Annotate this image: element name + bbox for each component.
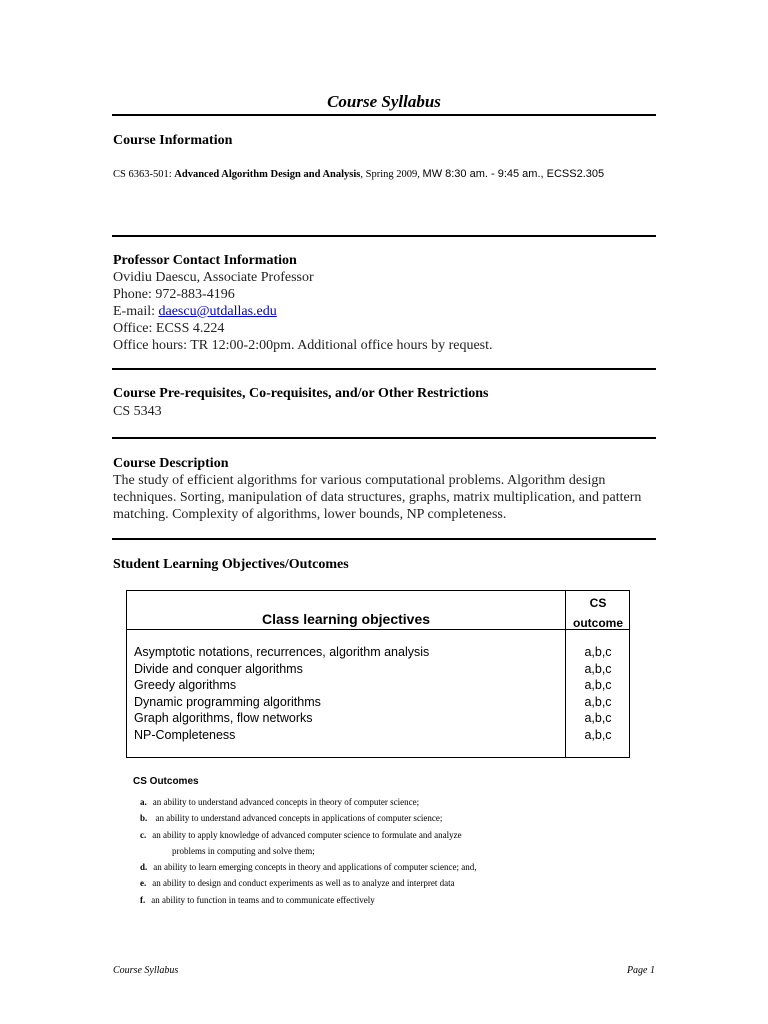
outcome-cell: a,b,c	[584, 645, 612, 659]
outcome-text: an ability to understand advanced concepts in theory of computer science;	[152, 797, 420, 807]
objective-cell: Asymptotic notations, recurrences, algorithm analysis	[134, 645, 430, 659]
objectives-table	[126, 590, 630, 758]
contact-block	[113, 269, 653, 354]
course-schedule: MW 8:30 am. - 9:45 am., ECSS2.305	[422, 168, 605, 180]
table-row	[134, 645, 630, 662]
divider	[112, 235, 656, 237]
outcome-text: an ability to learn emerging concepts in theory and applications of computer science; and,	[153, 862, 477, 873]
prereq-text: CS 5343	[113, 404, 162, 419]
list-item	[140, 892, 640, 908]
cs-header-line2: outcome	[572, 616, 623, 630]
table-row	[134, 662, 630, 679]
objective-cell: Graph algorithms, flow networks	[134, 711, 313, 725]
email-line	[113, 303, 653, 320]
outcome-cell: a,b,c	[584, 711, 612, 725]
outcome-cell: a,b,c	[584, 694, 612, 709]
email-link[interactable]: daescu@utdallas.edu	[158, 304, 277, 319]
table-row	[134, 678, 630, 695]
phone-line: Phone: 972-883-4196	[113, 287, 235, 302]
objective-cell: Divide and conquer algorithms	[134, 661, 303, 676]
objective-cell: Greedy algorithms	[134, 678, 237, 692]
course-term: , Spring 2009,	[360, 169, 420, 180]
list-item	[140, 827, 640, 843]
outcome-letter: b.	[140, 813, 148, 824]
cs-outcome-column-header	[566, 593, 630, 633]
contact-heading: Professor Contact Information	[113, 253, 297, 268]
description-heading: Course Description	[113, 456, 229, 471]
outcome-letter: f.	[140, 894, 146, 905]
office-line: Office: ECSS 4.224	[113, 321, 225, 336]
divider	[112, 368, 656, 370]
outcome-text: an ability to design and conduct experiments as well as to analyze and interpret data	[152, 878, 455, 889]
table-row	[134, 728, 630, 745]
cs-outcomes-list	[140, 794, 640, 908]
page-title: Course Syllabus	[327, 92, 441, 111]
divider	[112, 437, 656, 439]
divider	[112, 538, 656, 540]
outcome-cell: a,b,c	[584, 661, 612, 676]
description-text: The study of efficient algorithms for various computational problems. Algorithm design techniques. Sorting, manipulation of data structures, graphs, matrix multiplication, and pattern matching. Complexity of algorithms, lower bounds, NP completeness.	[113, 473, 642, 522]
outcome-letter: d.	[140, 862, 148, 873]
course-info-heading: Course Information	[113, 133, 233, 148]
outcome-text: problems in computing and solve them;	[172, 845, 315, 856]
outcome-cell: a,b,c	[584, 678, 612, 692]
list-item	[140, 810, 640, 826]
course-title: Advanced Algorithm Design and Analysis	[174, 169, 361, 180]
divider	[112, 114, 656, 116]
course-info-line	[113, 168, 604, 180]
objective-cell: Dynamic programming algorithms	[134, 694, 321, 709]
email-label: E-mail:	[113, 304, 159, 319]
cs-outcomes-heading: CS Outcomes	[133, 776, 199, 787]
footer-page-number: Page 1	[626, 965, 655, 976]
list-item	[140, 794, 640, 810]
objectives-heading: Student Learning Objectives/Outcomes	[113, 557, 349, 572]
professor-name: Ovidiu Daescu, Associate Professor	[113, 270, 314, 285]
table-row	[134, 695, 630, 712]
outcome-letter: e.	[140, 878, 147, 889]
objective-cell: NP-Completeness	[134, 727, 236, 742]
table-header-divider	[127, 629, 629, 630]
footer-title: Course Syllabus	[113, 965, 179, 976]
objectives-column-header: Class learning objectives	[261, 611, 431, 627]
outcome-letter: c.	[140, 829, 147, 840]
course-code: CS 6363-501:	[113, 169, 172, 180]
table-row	[134, 711, 630, 728]
prereq-heading: Course Pre-requisites, Co-requisites, and/or Other Restrictions	[113, 386, 489, 401]
office-hours-line: Office hours: TR 12:00-2:00pm. Additional office hours by request.	[113, 338, 493, 353]
list-item	[140, 843, 640, 859]
outcome-letter: a.	[140, 797, 147, 807]
outcome-text: an ability to apply knowledge of advanced computer science to formulate and analyze	[152, 829, 462, 840]
outcome-text: an ability to understand advanced concepts in applications of computer science;	[153, 813, 443, 824]
cs-header-line1: CS	[589, 596, 607, 610]
outcome-cell: a,b,c	[584, 727, 612, 742]
list-item	[140, 875, 640, 891]
objectives-rows	[134, 645, 630, 744]
list-item	[140, 859, 640, 875]
outcome-text: an ability to function in teams and to communicate effectively	[151, 894, 375, 905]
